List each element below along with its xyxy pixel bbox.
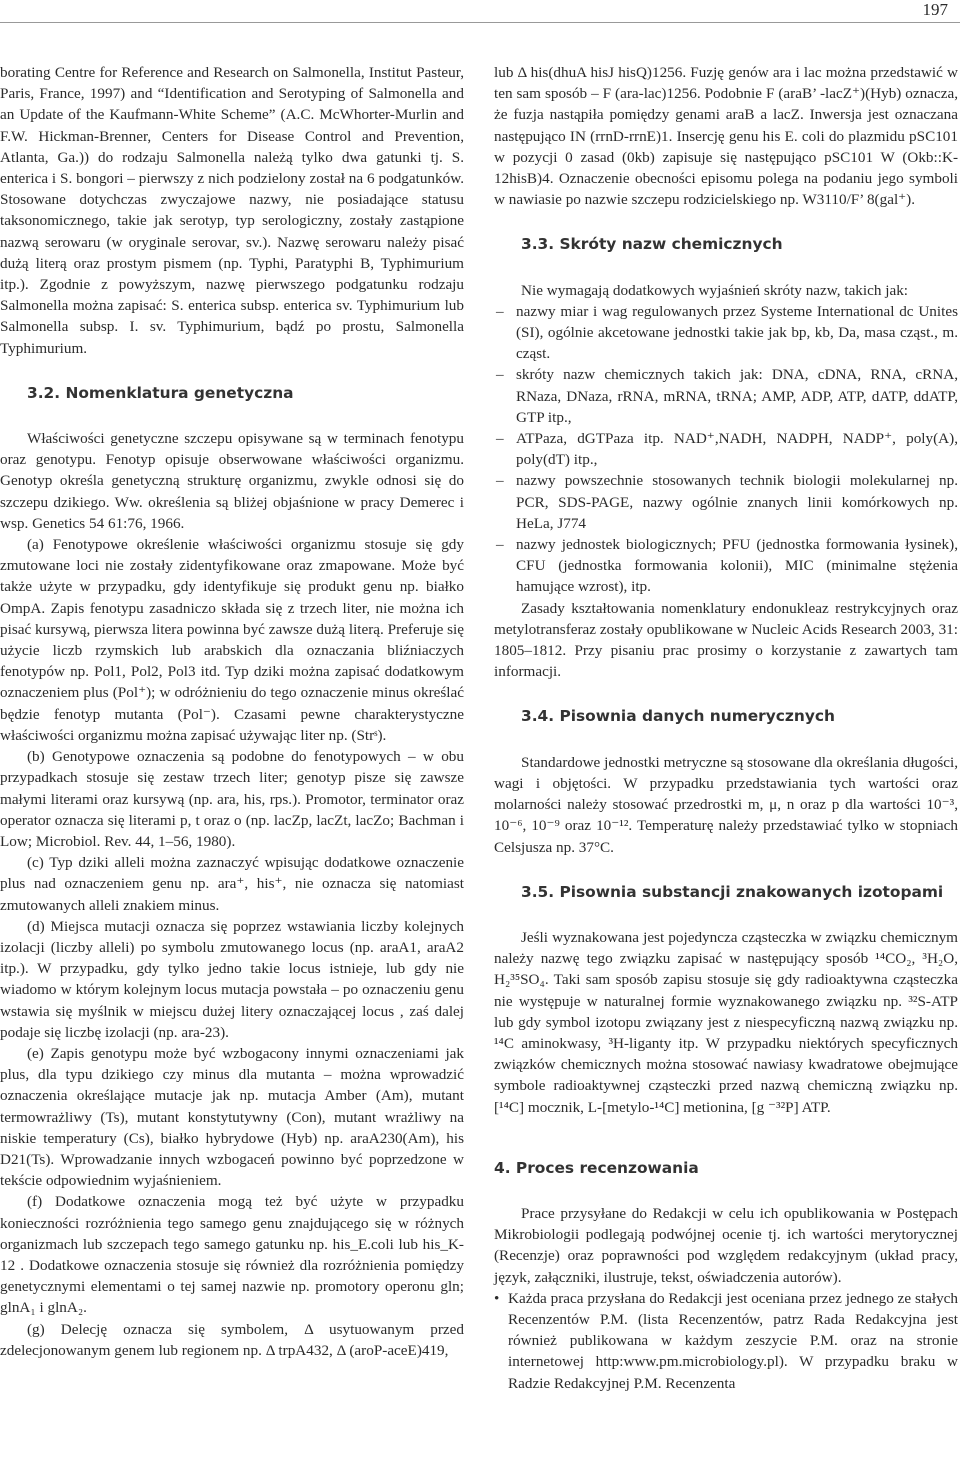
list-item: – skróty nazw chemicznych takich jak: DNA, cDNA, RNA, cRNA, RNaza, DNaza, rRNA, mRNA, tRNA; AMP, ADP, ATP, dATP, ddATP, GTP itp., [494,364,958,428]
section-heading-3-2: 3.2. Nomenklatura genetyczna [27,383,294,402]
paragraph-abbrev-intro: Nie wymagają dodatkowych wyjaśnień skróty nazw, takich jak: [521,281,909,299]
section-heading-3-5: 3.5. Pisownia substancji znakowanych izotopami [521,882,944,901]
list-item: – nazwy jednostek biologicznych; PFU (jednostka formowania łysinek), CFU (jednostka formowania kolonii), MIC (minimalne stężenia hamujące wzrost), itp. [494,534,958,598]
section-heading-4: 4. Proces recenzowania [494,1158,699,1177]
paragraph-rule-g: (g) Delecję oznacza się symbolem, Δ usytuowanym przed zdelecjonowanym genem lub regionem np. Δ trpA432, Δ (aroP-aceE)419, [0,1320,464,1359]
list-item: – nazwy powszechnie stosowanych technik biologii molekularnej np. PCR, SDS-PAGE, nazwy ogólnie znanych linii komórkowych np. HeLa, J774 [494,470,958,534]
paragraph-isotopes: Jeśli wyznakowana jest pojedyncza cząsteczka w związku chemicznym należy nazwę tego związku zapisać w następujący sposób ¹⁴CO₂, ³H₂O, H₂³⁵SO₄. Taki sam sposób zapisu stosuje się gdy radioaktywna cząsteczka nie występuje w naturalnej formie wyznakowanego związku np. ³²S-ATP lub gdy symbol izotopu związany jest z niespecyficzną nazwą związku np. ¹⁴C aminokwasy, ³H-liganty itp. W przypadku niektórych specyficznych związków chemicznych można stosować nawiasy kwadratowe obejmujące symbole radioaktywnej cząsteczki przed nazwą chemiczną związku np. [¹⁴C] mocznik, L-[metylo-¹⁴C] metionina, [g ⁻³²P] ATP. [494,928,958,1116]
paragraph-rule-b: (b) Genotypowe oznaczenia są podobne do fenotypowych – w obu przypadkach stosuje się zestaw trzech liter; genotyp pisze się zawsze małymi literami oraz kursywą (np. ara, his, rps.). Promotor, terminator oraz operator oznacza się literami p, t oraz o (np. lacZp, lacZt, lacZo; Bachman i Low; Microbiol. Rev. 44, 1–56, 1980). [0,748,464,850]
right-column [494,62,958,1394]
paragraph-genetics-intro: Właściwości genetyczne szczepu opisywane są w terminach fenotypu oraz genotypu. Fenotyp opisuje obserwowane właściwości organizmu. Genotyp określa genetyczną strukturę organizmu, zwykle odnosi się do szczepu dzikiego. Ww. określenia są bliżej objaśnione w pracy Demerec i wsp. Genetics 54 61:76, 1966. [0,430,464,532]
review-bullet-list [494,1288,958,1394]
paragraph-review-process: Prace przysyłane do Redakcji w celu ich opublikowania w Postępach Mikrobiologii podlegają podwójnej ocenie tj. ich wartości merytorycznej (Recenzje) oraz poprawności pod względem redakcyjnym (układ pracy, język, załączniki, ilustruje, tekst, oświadczenia autorów). [494,1204,958,1286]
paragraph-numeric-data: Standardowe jednostki metryczne są stosowane dla określania długości, wagi i objętości. W przypadku przedstawiania tych wartości oraz molarności należy stosować przedrostki m, μ, n oraz p dla wartości 10⁻³, 10⁻⁶, 10⁻⁹ oraz 10⁻¹². Temperaturę należy przedstawiać tylko w stopniach Celsjusza np. 37°C. [494,753,958,856]
page-number: 197 [922,0,948,19]
paragraph-rule-e: (e) Zapis genotypu może być wzbogacony innymi oznaczeniami jak plus, dla typu dzikiego czy minus dla mutanta – można wprowadzić oznaczenia określające mutacje jak np. mutacja Amber (Am), mutant termowrażliwy (Ts), mutant konstytutywny (Con), mutant wrażliwy na niskie temperatury (Cs), białko hybrydowe (Hyb) np. araA230(Am), his D21(Ts). Wprowadzanie innych wzbogaceń powinno być poprzedzone w tekście odpowiednim wyjaśnieniem. [0,1044,464,1190]
header-rule [0,22,960,23]
paragraph-rule-f: (f) Dodatkowe oznaczenia mogą też być użyte w przypadku konieczności rozróżnienia tego samego genu znajdującego się w różnych organizmach lub szczepach tego samego gatunku np. his_E.coli lub his_K-12 . Dodatkowe oznaczenia stosuje się również dla rozróżnienia pomiędzy genetycznymi elementami o tej samej nazwie np. promotory operonu gln; glnA₁ i glnA₂. [0,1193,464,1317]
paragraph-rule-d: (d) Miejsca mutacji oznacza się poprzez wstawiania liczby kolejnych izolacji (liczby alleli) po symbolu zmutowanego locus (np. araA1, araA2 itp.). W przypadku, gdy tylko jedno takie locus istnieje, lub gdy nie wiadomo w którym kolejnym locus mutacja powstała – po oznaczeniu genu wstawia się myślnik w miejscu dużej litery oznaczającej locus , zaś dalej podaje się liczbę izolacji (np. ara-23). [0,917,464,1041]
paragraph-restriction-enzymes: Zasady kształtowania nomenklatury endonukleaz restrykcyjnych oraz metylotransferaz zostały opublikowane w Nucleic Acids Research 2003, 31: 1805–1812. Przy pisaniu prac prosimy o korzystanie z zawartych tam informacji. [494,599,958,681]
left-column [0,62,464,1361]
paragraph-rule-c: (c) Typ dziki alleli można zaznaczyć wpisując dodatkowe oznaczenie plus nad oznaczeniem genu np. ara⁺, his⁺, nie oznacza się natomiast zmutowanych alleli znakiem minus. [0,854,464,914]
list-item: – ATPaza, dGTPaza itp. NAD⁺,NADH, NADPH, NADP⁺, poly(A), poly(dT) itp., [494,428,958,470]
paragraph-fusion-notation: lub Δ his(dhuA hisJ hisQ)1256. Fuzję genów ara i lac można przedstawić w ten sam sposób – F (ara-lac)1256. Podobnie F (araB’ -lacZ⁺)(Hyb) oznacza, że fuzja nastąpiła pomiędzy genami araB a lacZ. Inwersja jest oznaczana następująco IN (rrnD-rrnE)1. Insercję genu his E. coli do plazmidu pSC101 w pozycji 0 zasad (0kb) zapisuje się następująco pSC101 W (Okb::K-12hisB)4. Oznaczenie obecności episomu polega na podaniu jego symboli w nawiasie po nazwie szczepu rodzicielskiego np. W3110/F’ 8(gal⁺). [494,64,958,209]
section-heading-3-3: 3.3. Skróty nazw chemicznych [521,235,783,254]
section-heading-3-4: 3.4. Pisownia danych numerycznych [521,707,835,726]
paragraph-rule-a: (a) Fenotypowe określenie właściwości organizmu stosuje się gdy zmutowane loci nie zostały zidentyfikowane oraz zmapowane. Może być także użyte w przypadku, gdy identyfikuje się produkt genu np. białko OmpA. Zapis fenotypu zasadniczo składa się z trzech liter, nie można ich pisać kursywą, pierwsza litera powinna być zawsze dużą literą. Preferuje się użycie liczb rzymskich lub arabskich dla oznaczania bliźniaczych fenotypów np. Pol1, Pol2, Pol3 itd. Typ dziki można zapisać dodatkowym oznaczeniem plus (Pol⁺); w odróżnieniu do tego oznaczenie minus określać będzie fenotyp mutanta (Pol⁻). Czasami pewne charakterystyczne właściwości organizmu można zapisać używając liter np. (Strˢ). [0,536,464,744]
list-item: – nazwy miar i wag regulowanych przez Systeme International dc Unites (SI), ogólnie akcetowane jednostki takie jak bp, kb, Da, masa cząst., m. cząst. [494,301,958,365]
paragraph-intro-continued: borating Centre for Reference and Research on Salmonella, Institut Pasteur, Paris, France, 1997) and “Identification and Serotyping of Salmonella and an Update of the Kaufmann-White Scheme” (A.C. McWhorter-Murlin and F.W. Hickman-Brenner, Centers for Disease Control and Prevention, Atlanta, Ga.)) do rodzaju Salmonella należą tylko dwa gatunki tj. S. enterica i S. bongori – pierwszy z nich podzielony został na 6 podgatunków. Stosowane dotychczas zwyczajowe nazwy, nie posiadające statusu taksonomicznego, takie jak serotyp, typ serologiczny, zostały zastąpione nazwą serowaru (w oryginale serovar, sv.). Nazwę serowaru należy pisać dużą literą oraz prostym pismem (np. Typhi, Paratyphi B, Typhimurium itp.). Zgodnie z powyższym, nazwę pierwszego podgatunku rodzaju Salmonella można zapisać: S. enterica subsp. enterica sv. Typhimurium lub Salmonella subsp. I. sv. Typhimurium, bądź po prostu, Salmonella Typhimurium. [0,64,464,357]
abbreviation-list [494,301,958,598]
list-item: • Każda praca przysłana do Redakcji jest oceniana przez jednego ze stałych Recenzentów P.M. (lista Recenzentów, patrz Rada Redakcyjna jest również publikowana w każdym zeszycie P.M. oraz na stronie internetowej http:www.pm.microbiology.pl). W przypadku braku w Radzie Redakcyjnej P.M. Recenzenta [494,1288,958,1394]
